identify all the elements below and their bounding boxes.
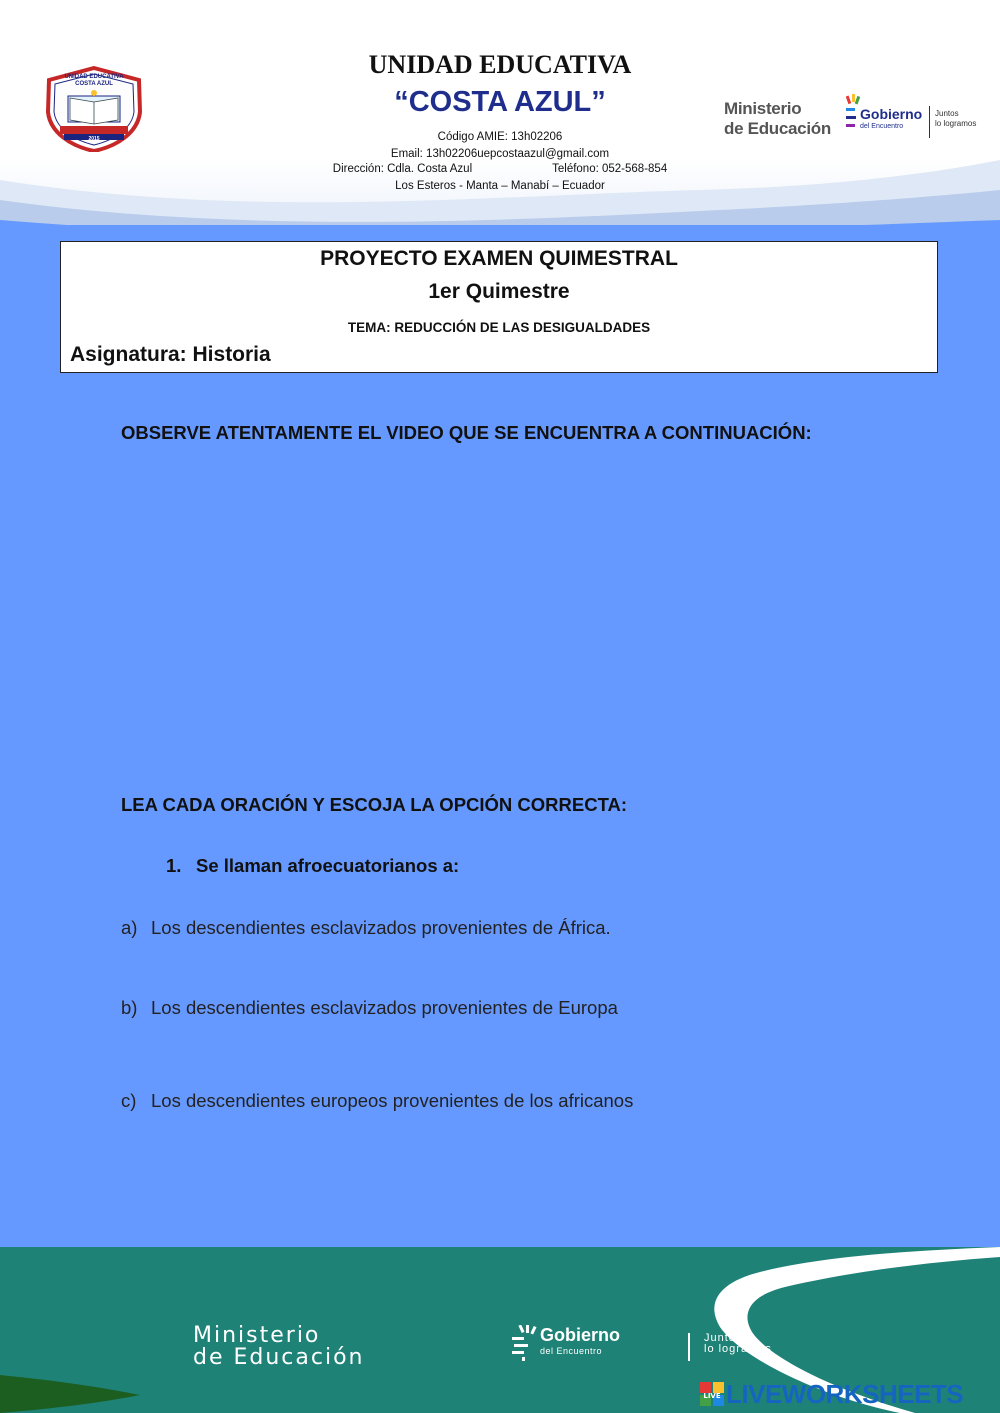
seal-year: 2015 [88, 136, 100, 142]
answer-option-c[interactable] [121, 1090, 633, 1112]
school-title: UNIDAD EDUCATIVA [368, 50, 632, 79]
choose-instruction: LEA CADA ORACIÓN Y ESCOJA LA OPCIÓN CORRECTA: [121, 794, 628, 815]
school-location: Los Esteros - Manta – Manabí – Ecuador [395, 180, 605, 192]
ministerio-line1: Ministerio [724, 99, 802, 118]
question-text: Se llaman afroecuatorianos a: [196, 855, 460, 876]
video-instruction: OBSERVE ATENTAMENTE EL VIDEO QUE SE ENCUENTRA A CONTINUACIÓN: [121, 422, 812, 443]
school-address: Dirección: Cdla. Costa Azul [332, 163, 473, 175]
gobierno-sunburst-icon [512, 1325, 538, 1361]
project-term: 1er Quimestre [428, 280, 570, 303]
gobierno-tag-line2: lo logramos [935, 119, 977, 128]
address-phone-line [250, 163, 750, 175]
gobierno-word: Gobierno [860, 106, 923, 122]
gobierno-sunburst-icon [846, 94, 860, 144]
gobierno-tagline [704, 1333, 772, 1355]
gobierno-sub: del Encuentro [540, 1346, 603, 1356]
option-text: Los descendientes europeos provenientes de los africanos [151, 1090, 634, 1111]
ministerio-line2: de Educación [724, 119, 831, 138]
option-text: Los descendientes esclavizados provenientes de Europa [151, 997, 618, 1018]
video-placeholder-area[interactable] [121, 460, 881, 770]
gobierno-logo-top [846, 92, 986, 147]
ministerio-line2: de Educación [193, 1345, 365, 1370]
school-phone: Teléfono: 052-568-854 [552, 163, 668, 175]
project-info-box [60, 241, 938, 373]
school-email: Email: 13h02206uepcostaazul@gmail.com [390, 148, 610, 160]
school-name: “COSTA AZUL” [394, 86, 606, 118]
gobierno-tag-line2: lo logramos [704, 1343, 772, 1355]
option-letter: a) [121, 917, 138, 938]
gobierno-tagline [935, 109, 976, 129]
liveworksheets-wordmark: LIVEWORKSHEETS [726, 1379, 964, 1409]
gobierno-divider [929, 106, 930, 138]
school-seal-logo [44, 66, 144, 152]
option-text: Los descendientes esclavizados provenientes de África. [151, 917, 611, 938]
seal-text-line2: COSTA AZUL [75, 81, 113, 87]
ministerio-line1: Ministerio [193, 1323, 321, 1348]
gobierno-tag-line1: Juntos [704, 1332, 743, 1344]
liveworksheets-watermark[interactable] [700, 1378, 996, 1410]
ministerio-logo-bottom [193, 1325, 365, 1369]
project-topic: TEMA: REDUCCIÓN DE LAS DESIGUALDADES [347, 320, 651, 335]
option-letter: c) [121, 1090, 137, 1111]
gobierno-word: Gobierno [540, 1325, 620, 1345]
gobierno-divider [688, 1333, 690, 1361]
answer-option-b[interactable] [121, 997, 618, 1019]
gobierno-tag-line1: Juntos [935, 109, 959, 118]
question-number: 1. [166, 855, 182, 876]
lw-badge-letters: LIVE [703, 1392, 721, 1400]
gobierno-sub: del Encuentro [860, 123, 904, 130]
ministerio-logo-top [724, 99, 831, 139]
page-header [0, 0, 1000, 225]
answer-option-a[interactable] [121, 917, 611, 939]
gobierno-logo-bottom [512, 1325, 832, 1365]
liveworksheets-badge-icon [700, 1382, 724, 1406]
question-1 [166, 855, 459, 877]
seal-text-line1: UNIDAD EDUCATIVA [64, 74, 124, 80]
project-title: PROYECTO EXAMEN QUIMESTRAL [320, 247, 678, 270]
option-letter: b) [121, 997, 138, 1018]
project-subject: Asignatura: Historia [70, 343, 271, 366]
amie-code: Código AMIE: 13h02206 [437, 131, 563, 143]
